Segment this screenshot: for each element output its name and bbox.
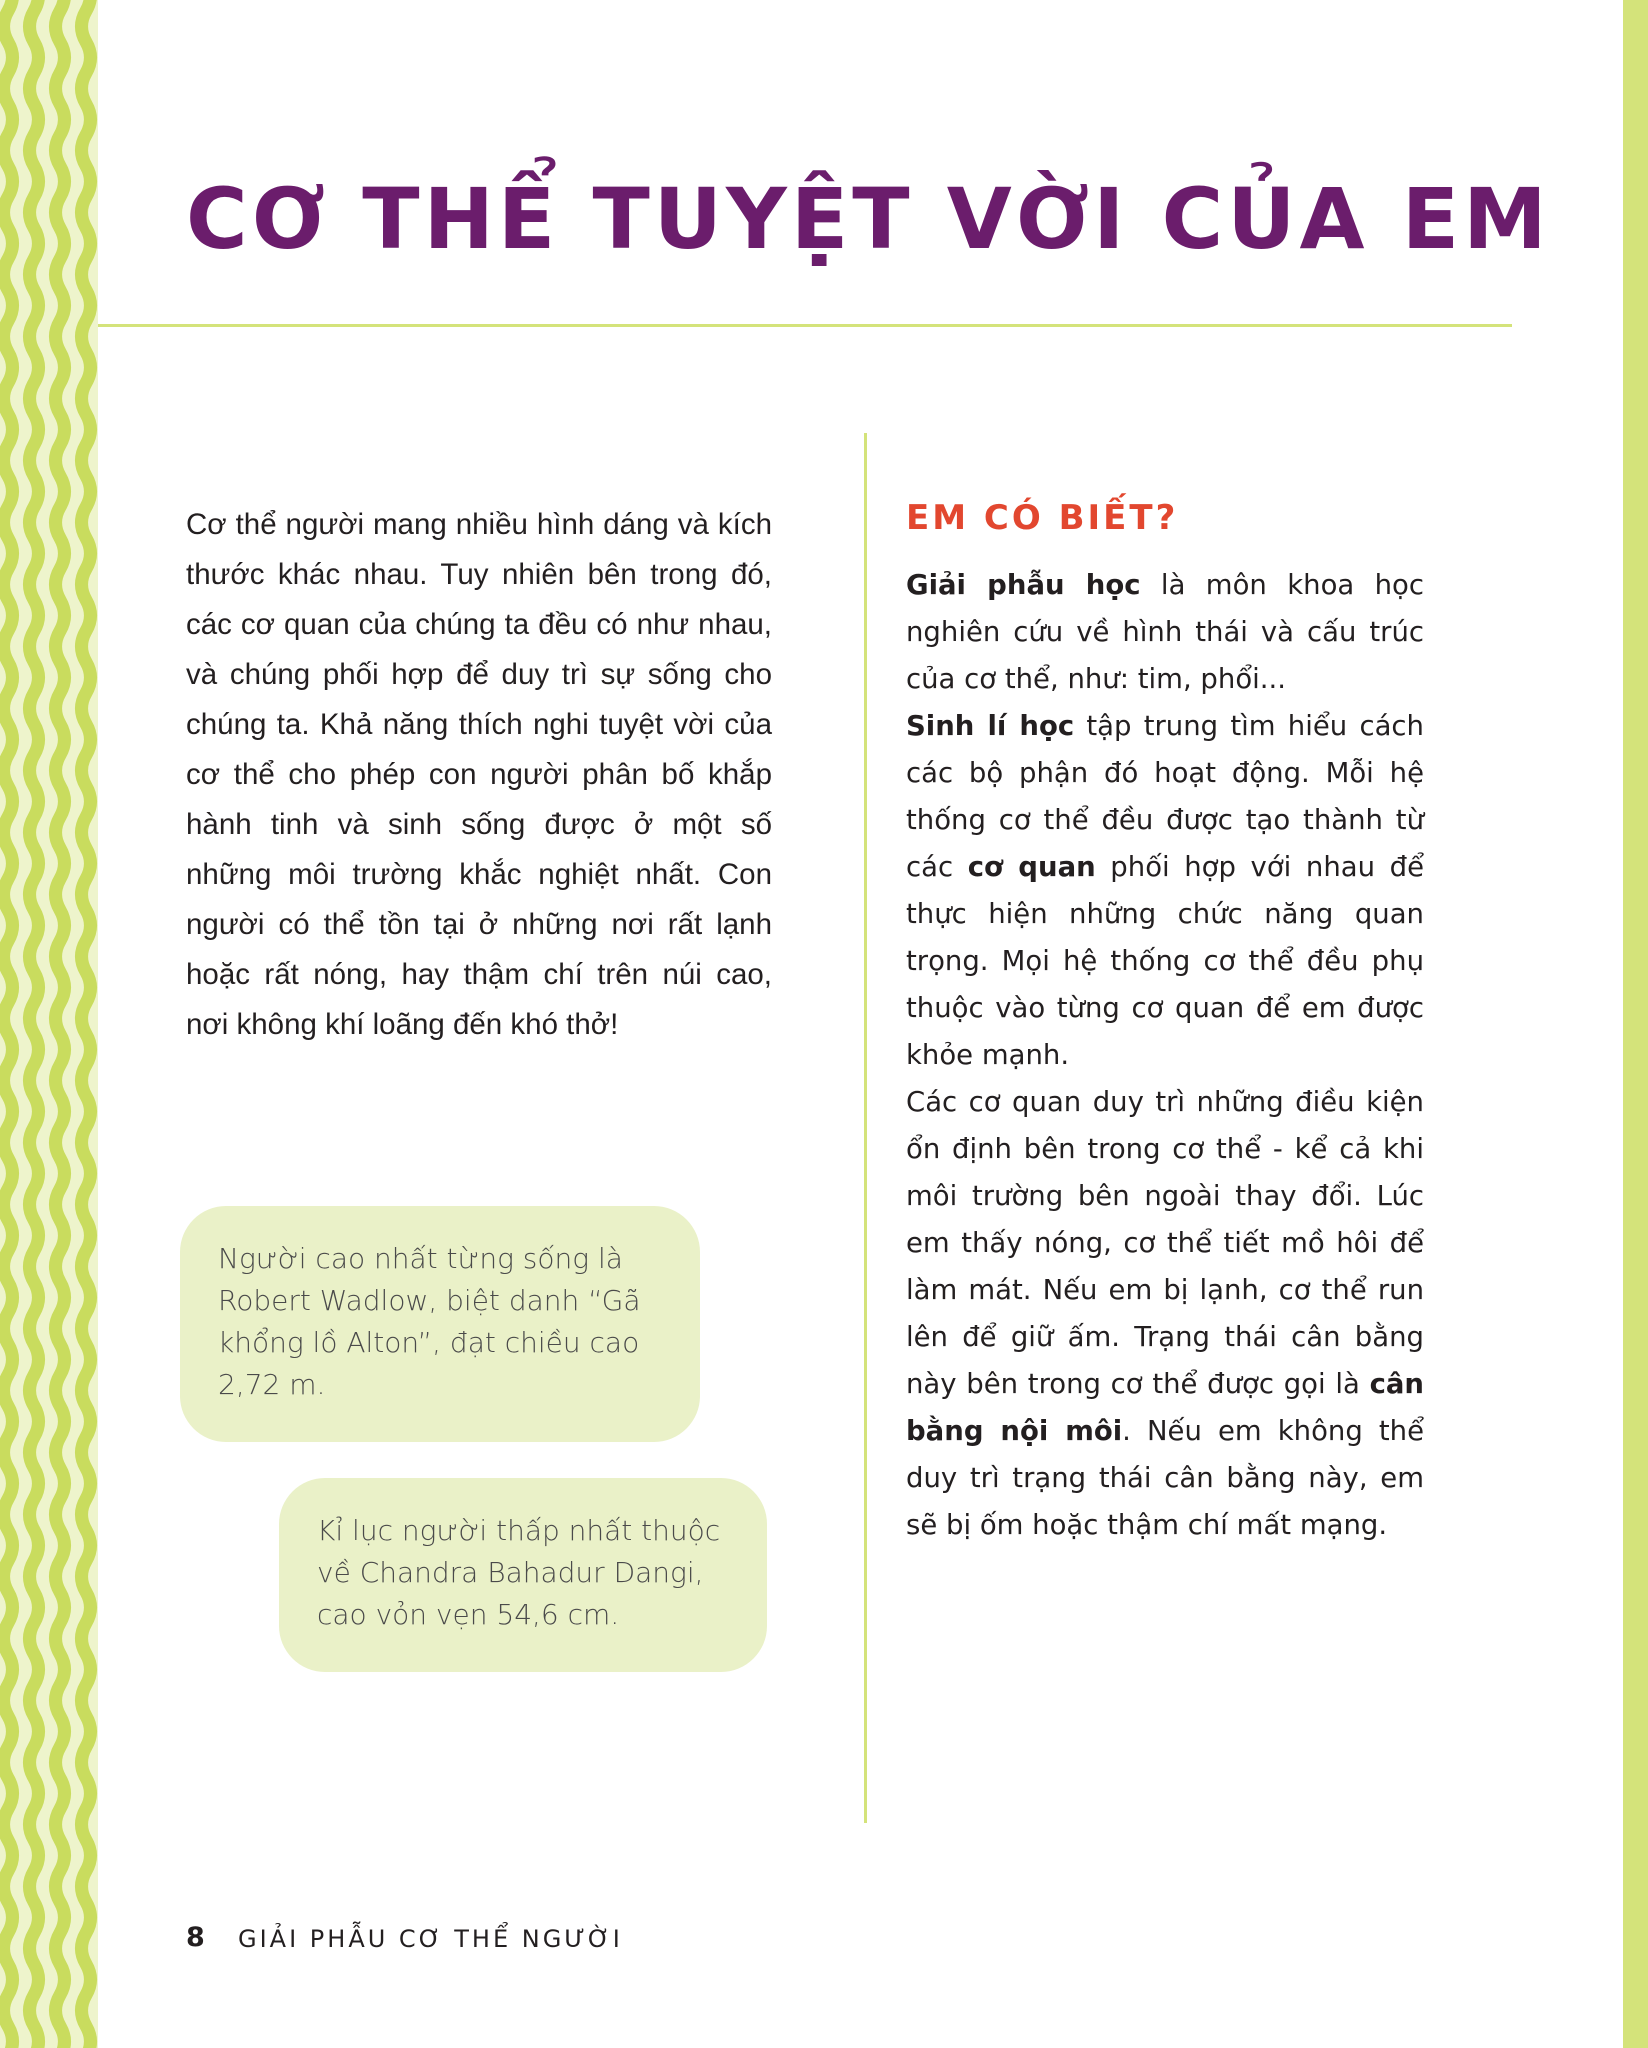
did-you-know-heading: EM CÓ BIẾT? (906, 498, 1179, 538)
wavy-stripes-decoration (0, 0, 98, 2048)
aside-text-span: tập trung tìm hiểu cách các bộ phận đó hoạt động. Mỗi hệ thống cơ thể đều được tạo thành từ các (906, 710, 1424, 883)
fact-bubble-tallest (180, 1206, 700, 1442)
page-number: 8 (186, 1922, 205, 1953)
term-anatomy: Giải phẫu học (906, 569, 1141, 601)
column-divider (864, 433, 867, 1823)
running-footer-title: GIẢI PHẪU CƠ THỂ NGƯỜI (238, 1925, 623, 1953)
aside-text-span: . Nếu em không thể duy trì trạng thái cân bằng này, em sẽ bị ốm hoặc thậm chí mất mạng. (906, 1415, 1424, 1541)
aside-paragraph-physiology (906, 703, 1424, 1079)
intro-paragraph: Cơ thể người mang nhiều hình dáng và kích thước khác nhau. Tuy nhiên bên trong đó, các cơ quan của chúng ta đều có như nhau, và chúng phối hợp để duy trì sự sống cho chúng ta. Khả năng thích nghi tuyệt vời của cơ thể cho phép con người phân bố khắp hành tinh và sinh sống được ở một số những môi trường khắc nghiệt nhất. Con người có thể tồn tại ở những nơi rất lạnh hoặc rất nóng, hay thậm chí trên núi cao, nơi không khí loãng đến khó thở! (186, 508, 772, 1041)
fact-text: Kỉ lục người thấp nhất thuộc về Chandra Bahadur Dangi, cao vỏn vẹn 54,6 cm. (317, 1514, 721, 1631)
aside-text-span: là môn khoa học nghiên cứu về hình thái và cấu trúc của cơ thể, như: tim, phổi... (906, 569, 1424, 695)
did-you-know-body (906, 562, 1424, 1549)
page-title: CƠ THỂ TUYỆT VỜI CỦA EM (186, 170, 1551, 268)
fact-bubble-shortest (279, 1478, 767, 1672)
term-physiology: Sinh lí học (906, 710, 1075, 742)
term-organs: cơ quan (967, 851, 1096, 883)
fact-text: Người cao nhất từng sống là Robert Wadlow, biệt danh “Gã khổng lồ Alton”, đạt chiều cao 2,72 m. (218, 1242, 641, 1401)
aside-paragraph-anatomy (906, 562, 1424, 703)
title-divider (98, 324, 1512, 327)
aside-paragraph-homeostasis (906, 1079, 1424, 1549)
aside-text-span: Các cơ quan duy trì những điều kiện ổn định bên trong cơ thể - kể cả khi môi trường bên ngoài thay đổi. Lúc em thấy nóng, cơ thể tiết mồ hôi để làm mát. Nếu em bị lạnh, cơ thể run lên để giữ ấm. Trạng thái cân bằng này bên trong cơ thể được gọi là (906, 1086, 1424, 1400)
aside-text-span: phối hợp với nhau để thực hiện những chức năng quan trọng. Mọi hệ thống cơ thể đều phụ thuộc vào từng cơ quan để em được khỏe mạnh. (906, 851, 1424, 1071)
right-edge-bar (1623, 0, 1648, 2048)
term-homeostasis: cân bằng nội môi (906, 1368, 1424, 1447)
